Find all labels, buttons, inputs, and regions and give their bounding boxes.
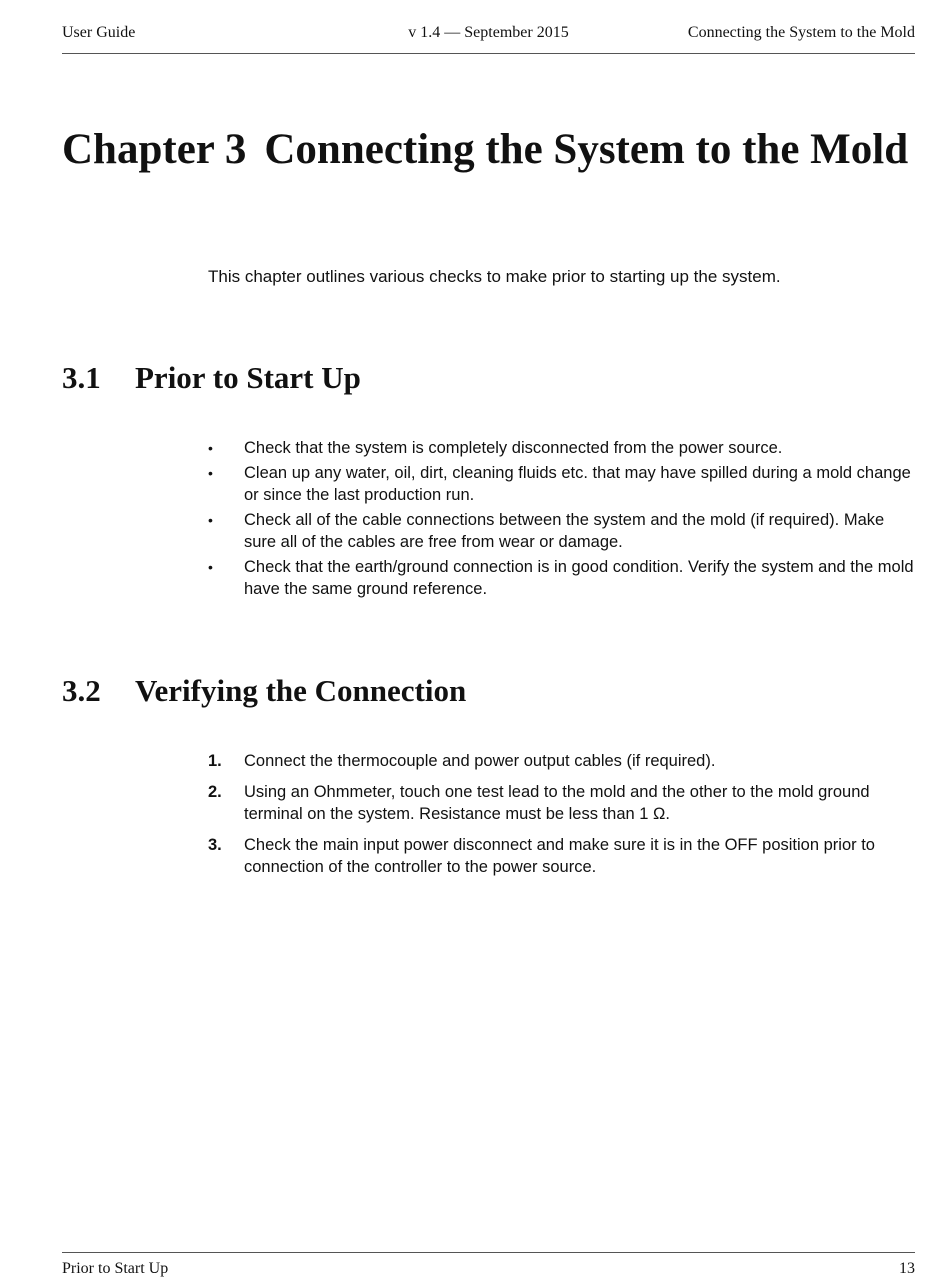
bullet-marker: • (208, 559, 213, 575)
chapter-title (62, 124, 908, 176)
list-item-text: Check all of the cable connections between the system and the mold (if required). Make sure all of the cables are free from wear or damage. (244, 511, 885, 551)
page-number: 13 (899, 1260, 915, 1277)
section-title: Prior to Start Up (135, 360, 361, 395)
list-item (208, 556, 915, 600)
step-text: Using an Ohmmeter, touch one test lead to the mold and the other to the mold ground terminal on the system. Resistance must be less than 1 Ω. (244, 783, 870, 823)
chapter-intro: This chapter outlines various checks to make prior to starting up the system. (208, 267, 781, 286)
running-header (62, 24, 915, 46)
step-item (208, 781, 915, 825)
step-item (208, 834, 915, 878)
list-item-text: Check that the earth/ground connection is in good condition. Verify the system and the mold have the same ground reference. (244, 558, 914, 598)
list-item (208, 509, 915, 553)
section-number: 3.2 (62, 673, 101, 708)
header-guide-title: User Guide (62, 24, 136, 41)
bullet-marker: • (208, 440, 213, 456)
list-item (208, 437, 915, 459)
list-item-text: Check that the system is completely disconnected from the power source. (244, 439, 783, 457)
step-number: 1. (208, 752, 222, 770)
step-number: 2. (208, 783, 222, 801)
step-text: Connect the thermocouple and power output cables (if required). (244, 752, 716, 770)
step-number: 3. (208, 836, 222, 854)
step-text: Check the main input power disconnect and make sure it is in the OFF position prior to connection of the controller to the power source. (244, 836, 875, 876)
section-heading-prior-to-start-up (62, 359, 361, 397)
chapter-name: Connecting the System to the Mold (264, 126, 909, 173)
footer-section-title: Prior to Start Up (62, 1260, 169, 1277)
section-heading-verifying-the-connection (62, 672, 466, 710)
bullet-marker: • (208, 465, 213, 481)
list-item (208, 462, 915, 506)
running-footer (62, 1260, 915, 1282)
section-number: 3.1 (62, 360, 101, 395)
start-up-checklist (208, 437, 915, 603)
header-rule (62, 53, 915, 54)
chapter-number: Chapter 3 (62, 126, 247, 173)
footer-rule (62, 1252, 915, 1253)
bullet-marker: • (208, 512, 213, 528)
verification-steps (208, 750, 915, 887)
header-chapter-title: Connecting the System to the Mold (687, 24, 915, 41)
list-item-text: Clean up any water, oil, dirt, cleaning fluids etc. that may have spilled during a mold change or since the last production run. (244, 464, 911, 504)
section-title: Verifying the Connection (135, 673, 467, 708)
header-version: v 1.4 — September 2015 (408, 24, 569, 41)
step-item (208, 750, 915, 772)
